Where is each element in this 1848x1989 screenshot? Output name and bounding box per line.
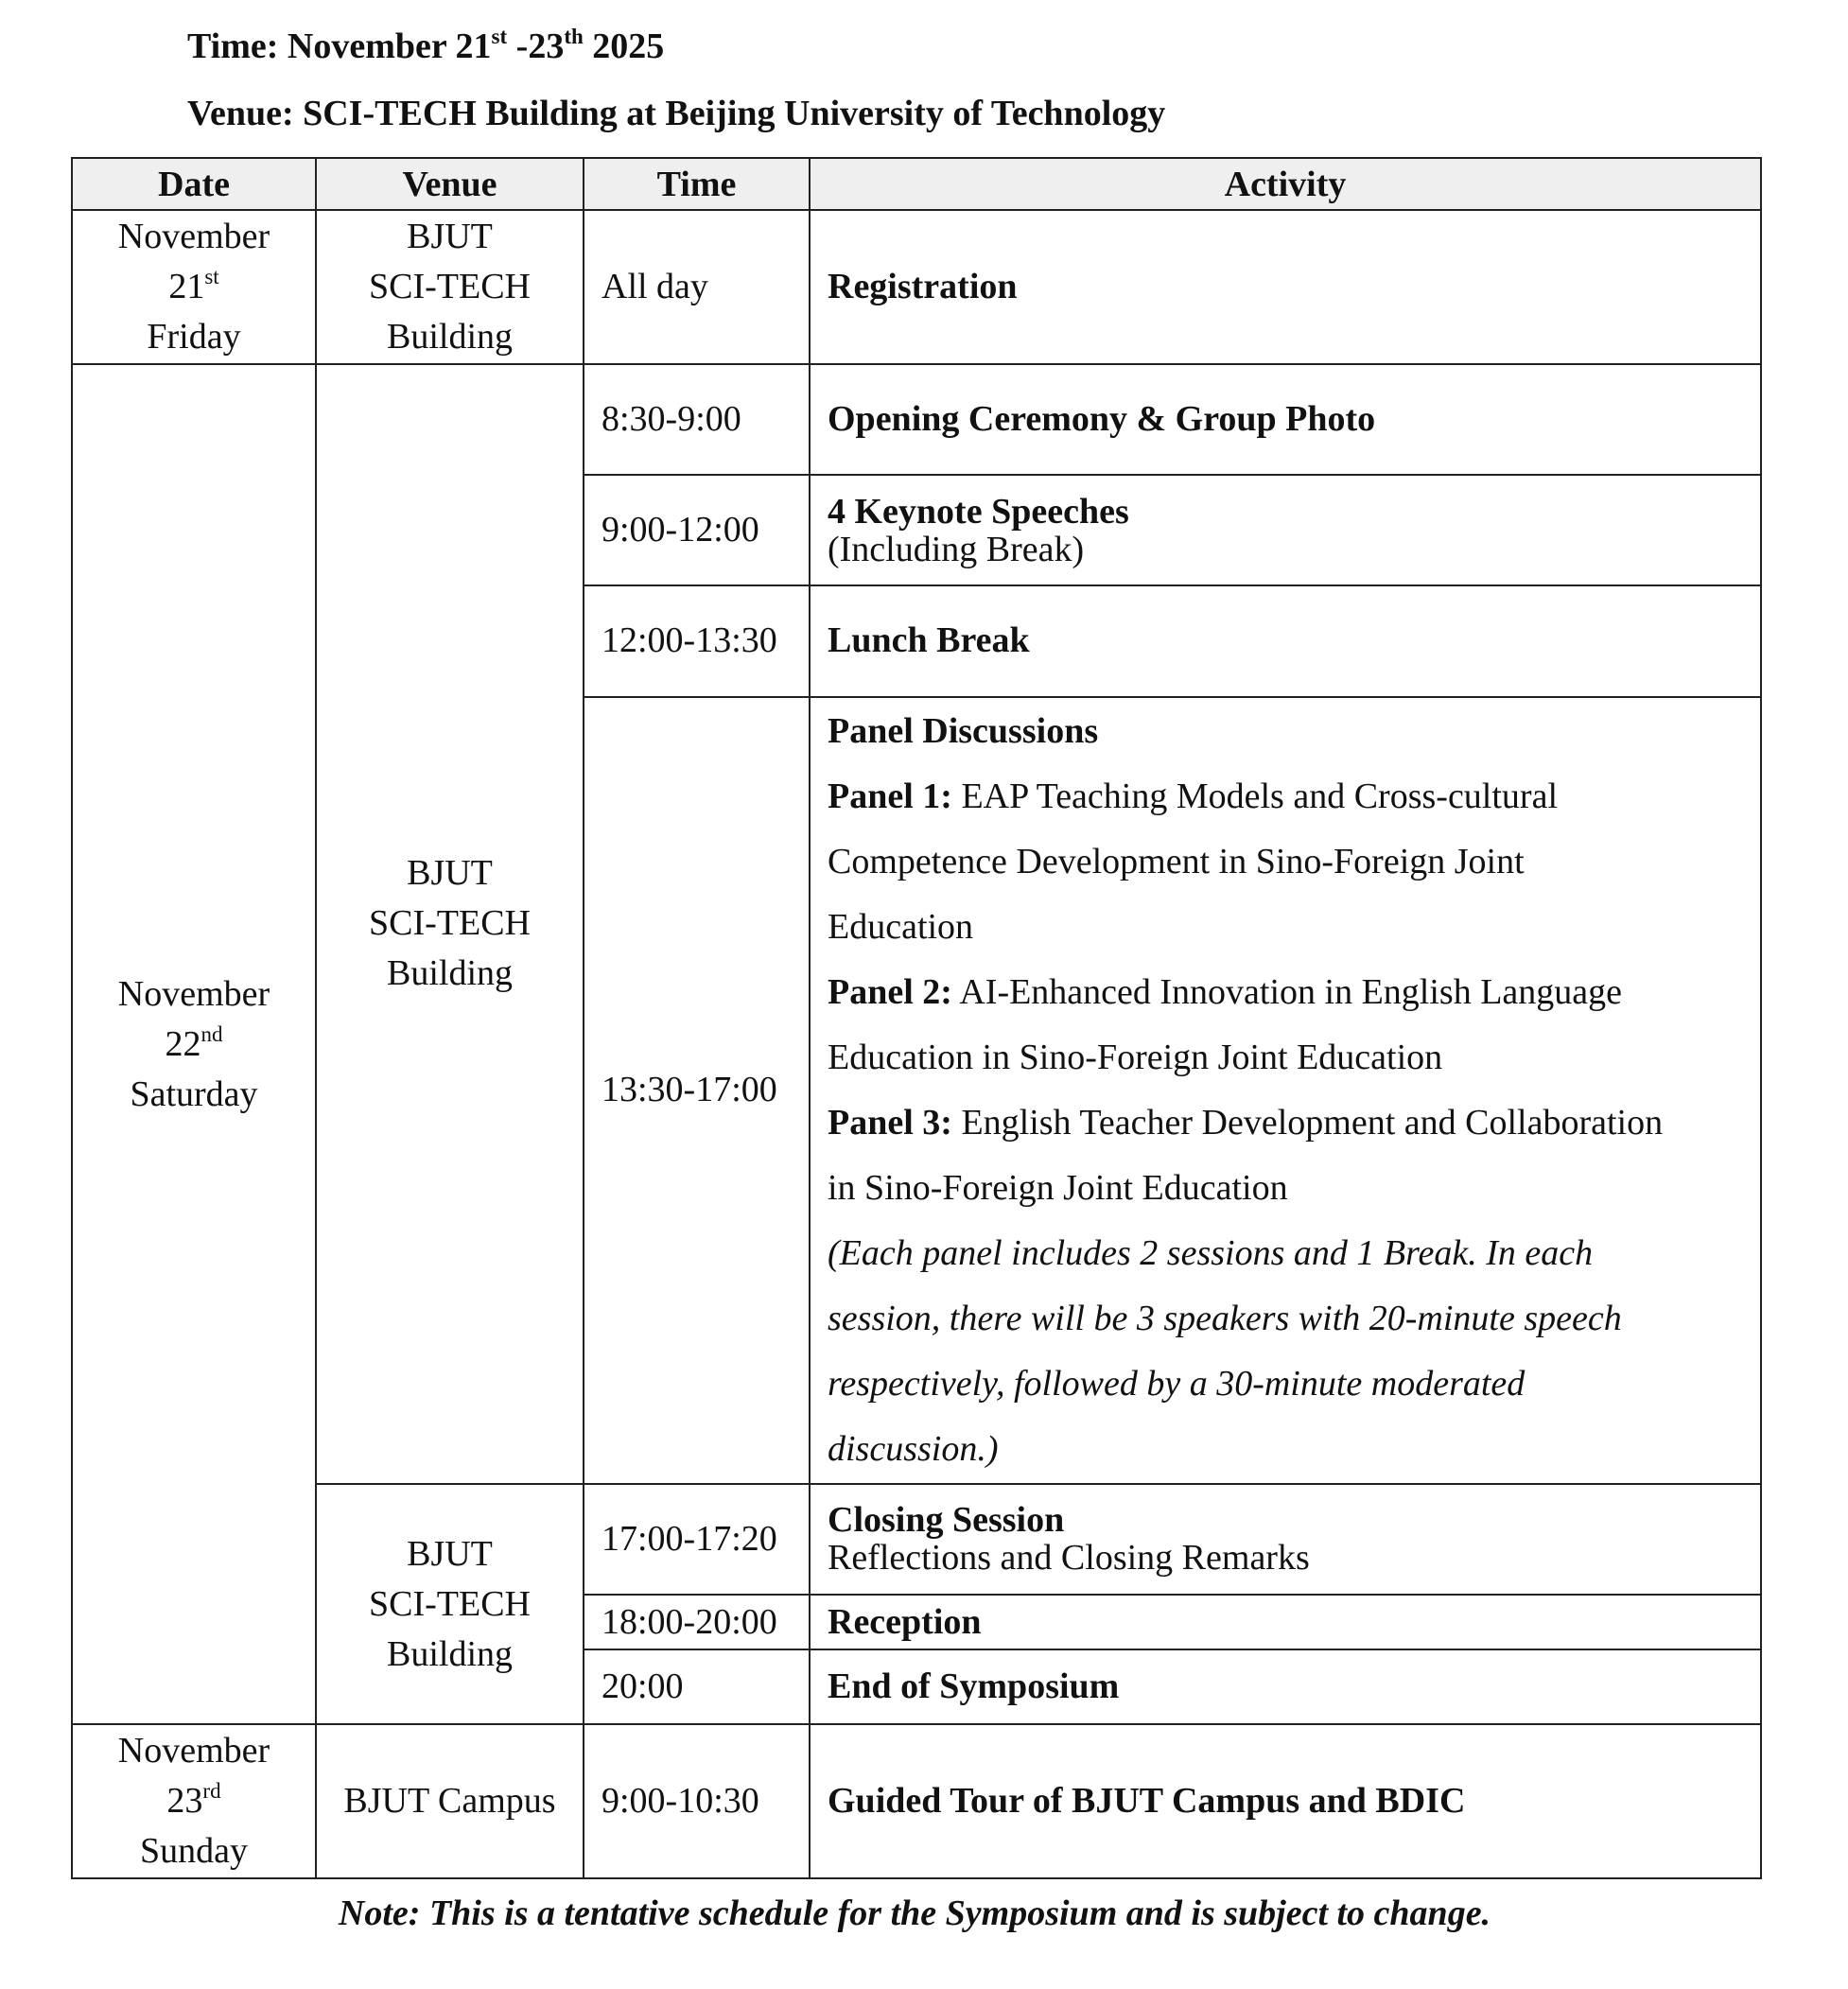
panel-note: respectively, followed by a 30-minute moderated — [828, 1363, 1525, 1404]
panel-text: Education in Sino-Foreign Joint Education — [828, 1037, 1443, 1077]
day-number: 23 — [166, 1781, 203, 1822]
panel-entry — [828, 1090, 1743, 1156]
time-label: Time: November 21 — [187, 26, 492, 66]
time-cell: All day — [584, 210, 810, 363]
activity-title: Panel Discussions — [828, 710, 1099, 751]
venue-cell — [316, 364, 584, 1484]
activity-title: 4 Keynote Speeches — [828, 491, 1129, 532]
panel-entry — [828, 764, 1743, 829]
activity-subtitle: (Including Break) — [828, 529, 1085, 569]
table-row — [72, 1724, 1761, 1878]
date-cell — [72, 364, 316, 1725]
day-number: 21 — [168, 266, 205, 306]
panel-text: AI-Enhanced Innovation in English Language — [951, 971, 1623, 1012]
activity-cell — [810, 475, 1761, 585]
activity-cell: Reception — [810, 1595, 1761, 1649]
event-time-heading — [187, 24, 664, 69]
venue-line: Building — [386, 953, 514, 994]
time-cell: 8:30-9:00 — [584, 364, 810, 475]
ordinal-suffix: nd — [200, 1021, 223, 1046]
panel-entry — [828, 960, 1743, 1025]
venue-line: BJUT — [407, 853, 493, 894]
activity-cell — [810, 1484, 1761, 1595]
ordinal-suffix: st — [204, 264, 219, 288]
ordinal-suffix: rd — [202, 1779, 221, 1804]
date-cell — [72, 210, 316, 363]
venue-cell — [316, 210, 584, 363]
date-day — [73, 1776, 315, 1826]
venue-line: SCI-TECH — [369, 1583, 531, 1624]
venue-line: Building — [386, 316, 514, 357]
time-year: 2025 — [583, 26, 665, 66]
event-venue-heading: Venue: SCI-TECH Building at Beijing University of Technology — [187, 94, 1166, 133]
table-row — [72, 1484, 1761, 1595]
panel-text: in Sino-Foreign Joint Education — [828, 1167, 1288, 1208]
time-cell: 13:30-17:00 — [584, 697, 810, 1484]
venue-line: SCI-TECH — [369, 266, 531, 306]
date-weekday: Sunday — [140, 1831, 248, 1872]
activity-cell: Lunch Break — [810, 585, 1761, 696]
ordinal-suffix: st — [491, 25, 508, 48]
venue-cell: BJUT Campus — [316, 1724, 584, 1878]
activity-title: Closing Session — [828, 1500, 1065, 1541]
ordinal-suffix: th — [564, 25, 584, 48]
venue-cell — [316, 1484, 584, 1725]
time-cell: 17:00-17:20 — [584, 1484, 810, 1595]
schedule-note: Note: This is a tentative schedule for the Symposium and is subject to change. — [338, 1893, 1491, 1933]
panel-label: Panel 1: — [828, 776, 952, 816]
date-weekday: Saturday — [130, 1073, 258, 1114]
venue-line: SCI-TECH — [369, 903, 531, 944]
time-cell: 9:00-10:30 — [584, 1724, 810, 1878]
time-range-mid: -23 — [507, 26, 565, 66]
time-cell: 18:00-20:00 — [584, 1595, 810, 1649]
date-month: November — [117, 973, 270, 1014]
panel-text: EAP Teaching Models and Cross-cultural — [951, 776, 1558, 816]
panel-label: Panel 2: — [828, 971, 952, 1012]
date-month: November — [117, 1731, 270, 1771]
activity-cell: End of Symposium — [810, 1649, 1761, 1724]
panel-note: session, there will be 3 speakers with 20-minute speech — [828, 1298, 1622, 1338]
day-number: 22 — [165, 1023, 201, 1064]
column-header-venue: Venue — [316, 158, 584, 210]
table-row — [72, 210, 1761, 363]
column-header-date: Date — [72, 158, 316, 210]
date-day — [73, 1020, 315, 1070]
time-cell: 12:00-13:30 — [584, 585, 810, 696]
activity-cell: Opening Ceremony & Group Photo — [810, 364, 1761, 475]
table-row — [72, 364, 1761, 475]
panel-note: discussion.) — [828, 1428, 999, 1469]
date-weekday: Friday — [147, 316, 241, 357]
panel-label: Panel 3: — [828, 1102, 952, 1143]
date-cell — [72, 1724, 316, 1878]
date-day — [73, 262, 315, 312]
panel-text: Education — [828, 906, 974, 947]
column-header-activity: Activity — [810, 158, 1761, 210]
time-cell: 20:00 — [584, 1649, 810, 1724]
column-header-time: Time — [584, 158, 810, 210]
activity-cell: Guided Tour of BJUT Campus and BDIC — [810, 1724, 1761, 1878]
activity-cell: Registration — [810, 210, 1761, 363]
venue-line: Building — [386, 1633, 514, 1674]
activity-subtitle: Reflections and Closing Remarks — [828, 1538, 1310, 1579]
schedule-table — [71, 157, 1762, 1879]
panel-text: Competence Development in Sino-Foreign Joint — [828, 841, 1525, 881]
panel-note: (Each panel includes 2 sessions and 1 Break. In each — [828, 1232, 1594, 1273]
panel-text: English Teacher Development and Collaboration — [951, 1102, 1664, 1143]
venue-line: BJUT — [407, 1533, 493, 1574]
time-cell: 9:00-12:00 — [584, 475, 810, 585]
date-month: November — [117, 216, 270, 256]
activity-cell — [810, 697, 1761, 1484]
table-header-row — [72, 158, 1761, 210]
venue-line: BJUT — [407, 216, 493, 256]
